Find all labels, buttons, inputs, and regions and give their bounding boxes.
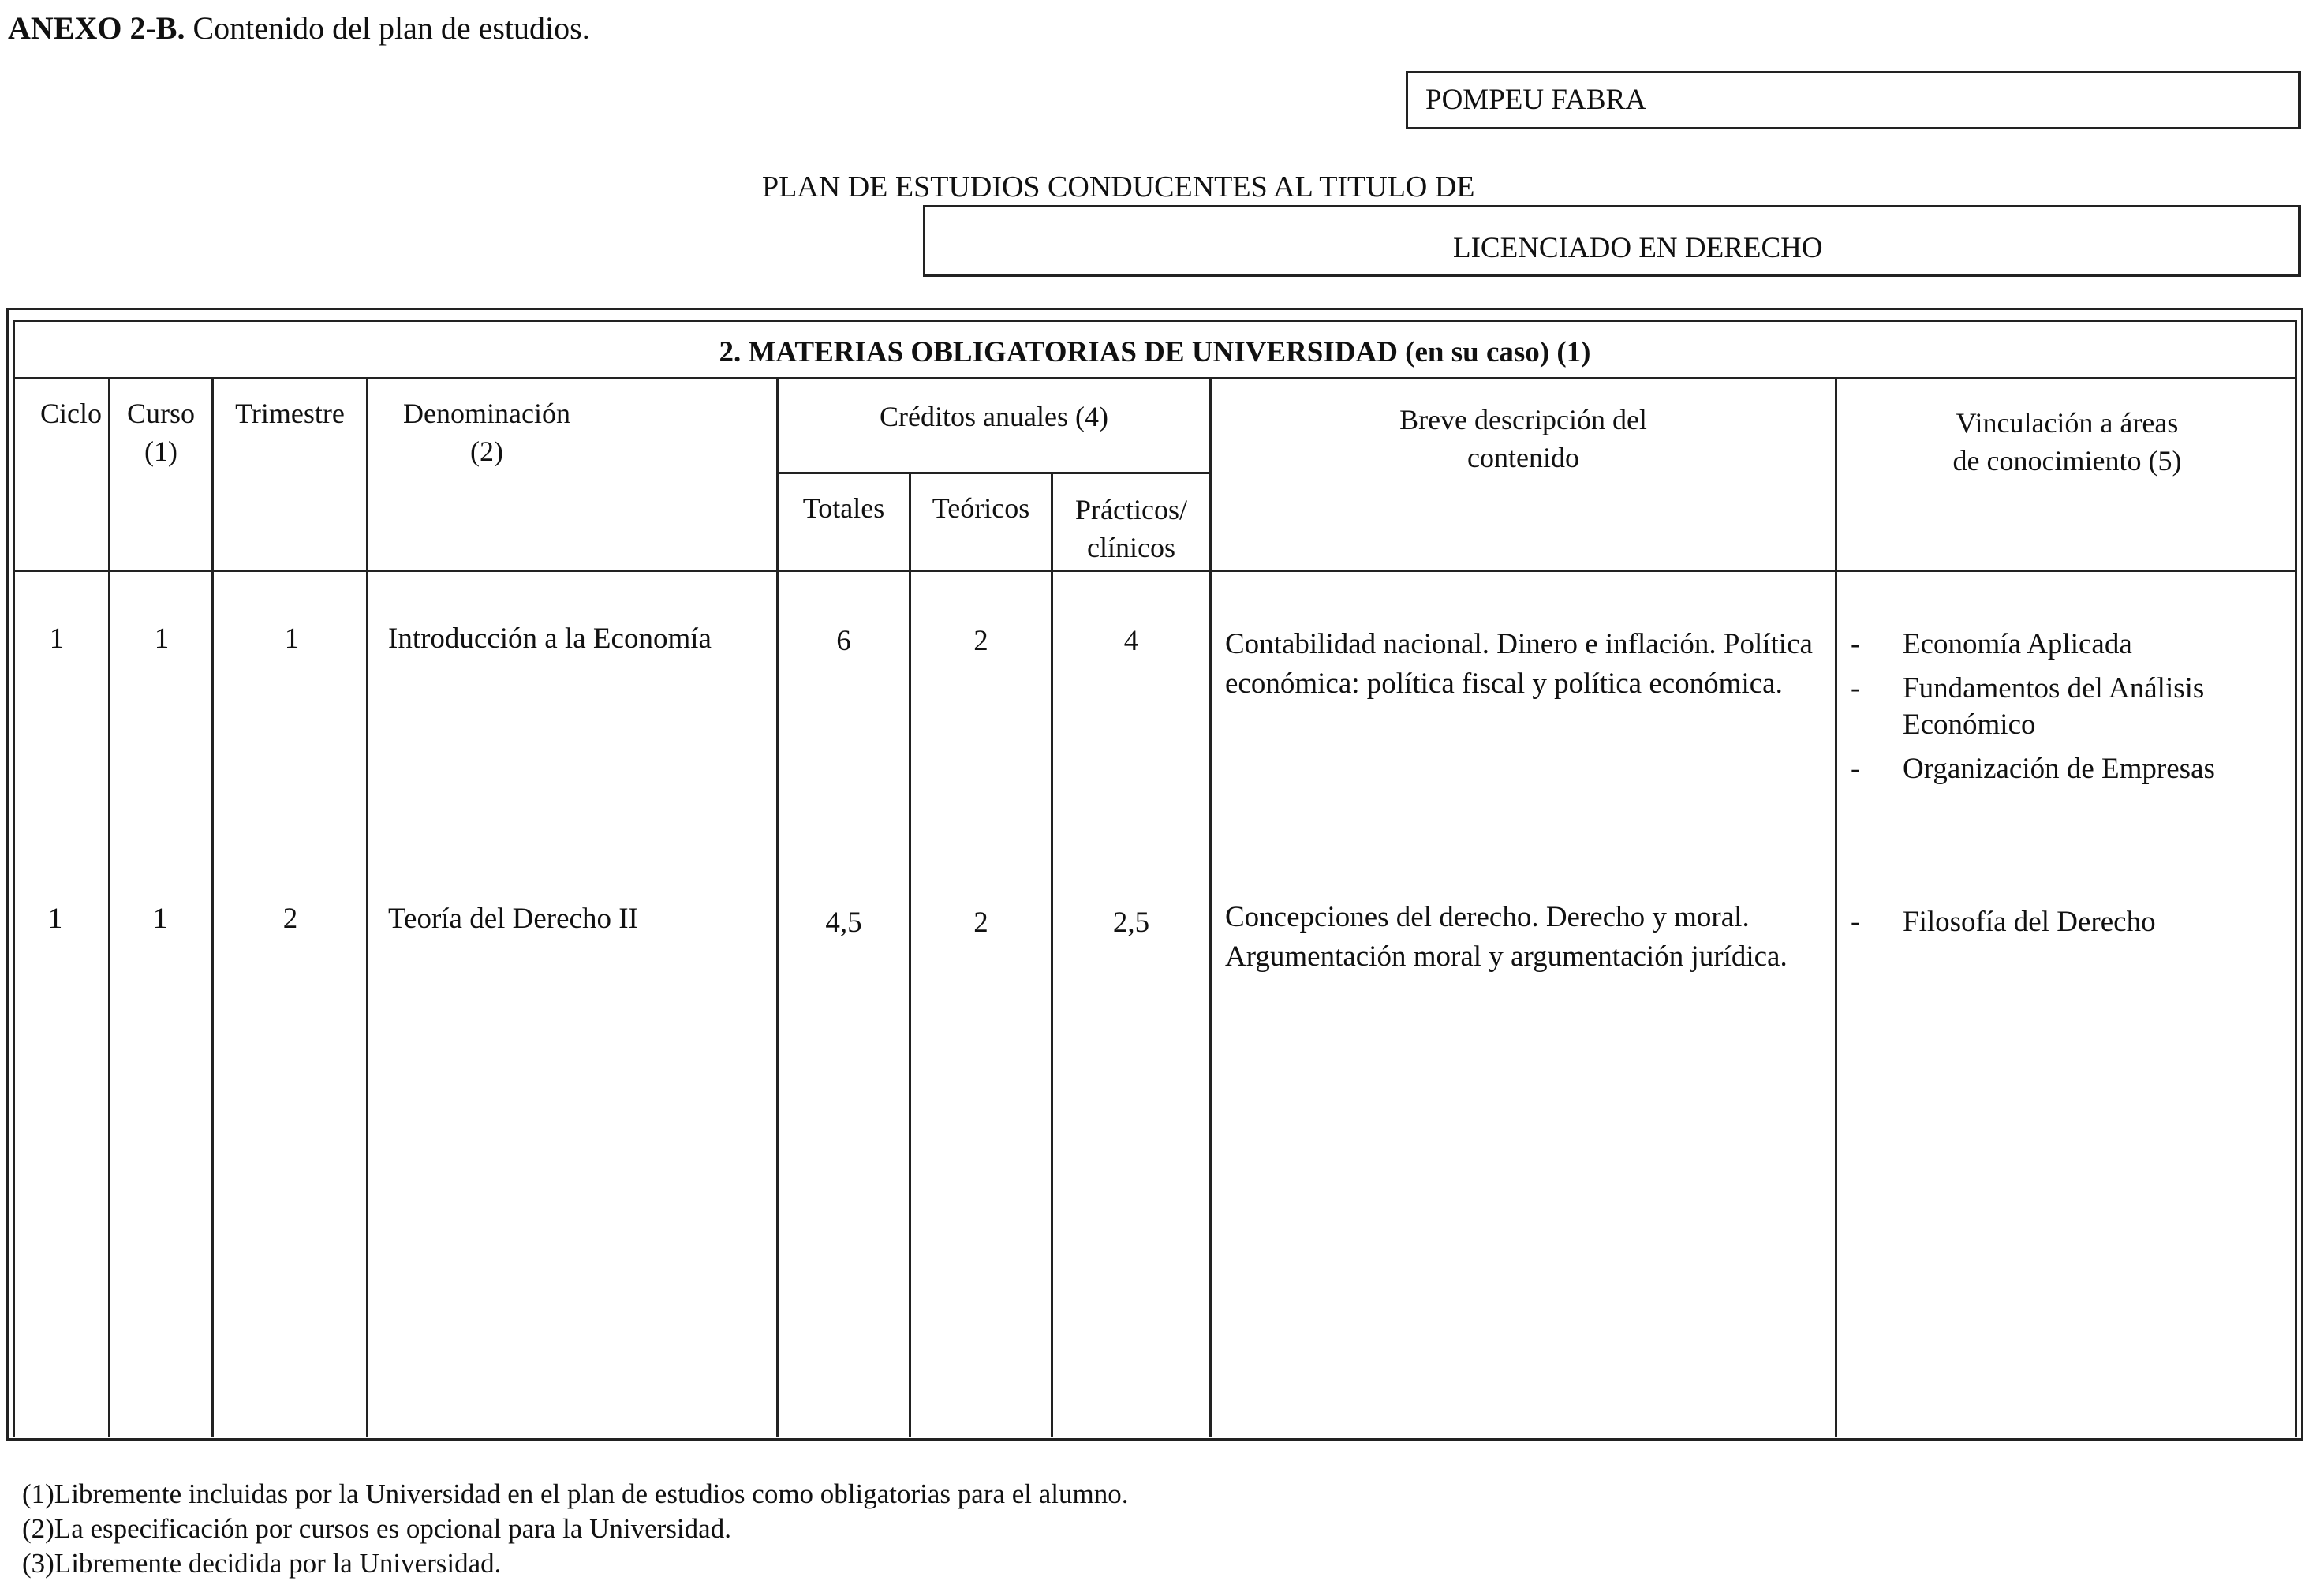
row1-teoricos: 2 bbox=[973, 625, 988, 657]
header-vinculacion-line2: de conocimiento (5) bbox=[1952, 445, 2182, 477]
row2-descripcion bbox=[1225, 898, 1788, 977]
header-denominacion-label: Denominación bbox=[403, 398, 570, 429]
row2-descripcion-line2: Argumentación moral y argumentación jurídica. bbox=[1225, 940, 1788, 973]
university-box bbox=[1406, 71, 2301, 129]
header-teoricos: Teóricos bbox=[932, 492, 1030, 524]
header-practicos-line2: clínicos bbox=[1087, 532, 1175, 563]
col-divider bbox=[108, 379, 110, 1437]
header-creditos: Créditos anuales (4) bbox=[880, 401, 1108, 432]
header-curso-label: Curso bbox=[126, 398, 195, 429]
row1-descripcion-line1: Contabilidad nacional. Dinero e inflación. Política bbox=[1225, 628, 1813, 660]
header-practicos-line1: Prácticos/ bbox=[1075, 494, 1187, 525]
row2-ciclo: 1 bbox=[47, 903, 63, 935]
degree-name: LICENCIADO EN DERECHO bbox=[1453, 232, 1823, 264]
header-vinculacion bbox=[1837, 404, 2297, 480]
area-item: - Organización de Empresas bbox=[1851, 753, 2215, 785]
row2-trimestre: 2 bbox=[282, 903, 298, 935]
header-divider bbox=[13, 570, 2297, 572]
row2-practicos: 2,5 bbox=[1112, 906, 1150, 939]
row2-areas bbox=[1851, 904, 2156, 948]
area-item: - Fundamentos del Análisis Económico bbox=[1851, 672, 2205, 741]
header-totales: Totales bbox=[802, 492, 885, 524]
row1-practicos: 4 bbox=[1123, 625, 1139, 657]
row1-denominacion: Introducción a la Economía bbox=[388, 622, 712, 655]
col-divider bbox=[1835, 379, 1837, 1437]
row2-teoricos: 2 bbox=[973, 906, 988, 939]
footnotes bbox=[22, 1477, 1129, 1581]
col-divider bbox=[366, 379, 368, 1437]
annex-description: Contenido del plan de estudios. bbox=[192, 10, 590, 46]
header-ciclo: Ciclo bbox=[40, 398, 102, 429]
row2-denominacion: Teoría del Derecho II bbox=[388, 903, 638, 935]
row2-totales: 4,5 bbox=[825, 906, 862, 939]
row1-descripcion bbox=[1225, 625, 1813, 704]
degree-box bbox=[923, 205, 2301, 277]
header-descripcion bbox=[1212, 401, 1835, 477]
header-denominacion bbox=[368, 394, 605, 470]
col-divider bbox=[1051, 472, 1053, 1437]
credits-divider bbox=[776, 472, 1212, 474]
header-vinculacion-line1: Vinculación a áreas bbox=[1956, 407, 2179, 439]
row1-totales: 6 bbox=[836, 625, 851, 657]
title-divider bbox=[13, 377, 2297, 379]
row1-descripcion-line2: económica: política fiscal y política económica. bbox=[1225, 667, 1783, 700]
header-descripcion-line1: Breve descripción del bbox=[1399, 404, 1647, 435]
university-name: POMPEU FABRA bbox=[1425, 84, 1646, 116]
header-practicos bbox=[1053, 491, 1209, 566]
row2-curso: 1 bbox=[152, 903, 168, 935]
row1-curso: 1 bbox=[154, 622, 170, 655]
footnote-2: (2)La especificación por cursos es opcional para la Universidad. bbox=[22, 1513, 731, 1544]
area-item: - Filosofía del Derecho bbox=[1851, 906, 2156, 938]
row1-trimestre: 1 bbox=[284, 622, 300, 655]
section-title: 2. MATERIAS OBLIGATORIAS DE UNIVERSIDAD (en su caso) (1) bbox=[719, 336, 1591, 368]
plan-label: PLAN DE ESTUDIOS CONDUCENTES AL TITULO DE bbox=[762, 170, 1475, 204]
table-inner-border bbox=[13, 320, 2297, 1437]
row1-ciclo: 1 bbox=[49, 622, 65, 655]
col-divider bbox=[909, 472, 911, 1437]
header-curso-note: (1) bbox=[144, 435, 177, 467]
col-divider bbox=[1209, 379, 1212, 1437]
header-descripcion-line2: contenido bbox=[1467, 442, 1579, 473]
row2-descripcion-line1: Concepciones del derecho. Derecho y moral. bbox=[1225, 901, 1750, 933]
page-title bbox=[8, 9, 590, 47]
footnote-3: (3)Libremente decidida por la Universidad. bbox=[22, 1548, 502, 1579]
footnote-1: (1)Libremente incluidas por la Universidad en el plan de estudios como obligatorias para el alumno. bbox=[22, 1478, 1129, 1509]
header-denominacion-note: (2) bbox=[470, 435, 503, 467]
header-trimestre: Trimestre bbox=[235, 398, 345, 429]
row1-areas bbox=[1851, 626, 2215, 795]
header-curso bbox=[110, 394, 211, 470]
annex-label: ANEXO 2-B. bbox=[8, 10, 185, 46]
col-divider bbox=[211, 379, 214, 1437]
area-item: - Economía Aplicada bbox=[1851, 628, 2132, 660]
